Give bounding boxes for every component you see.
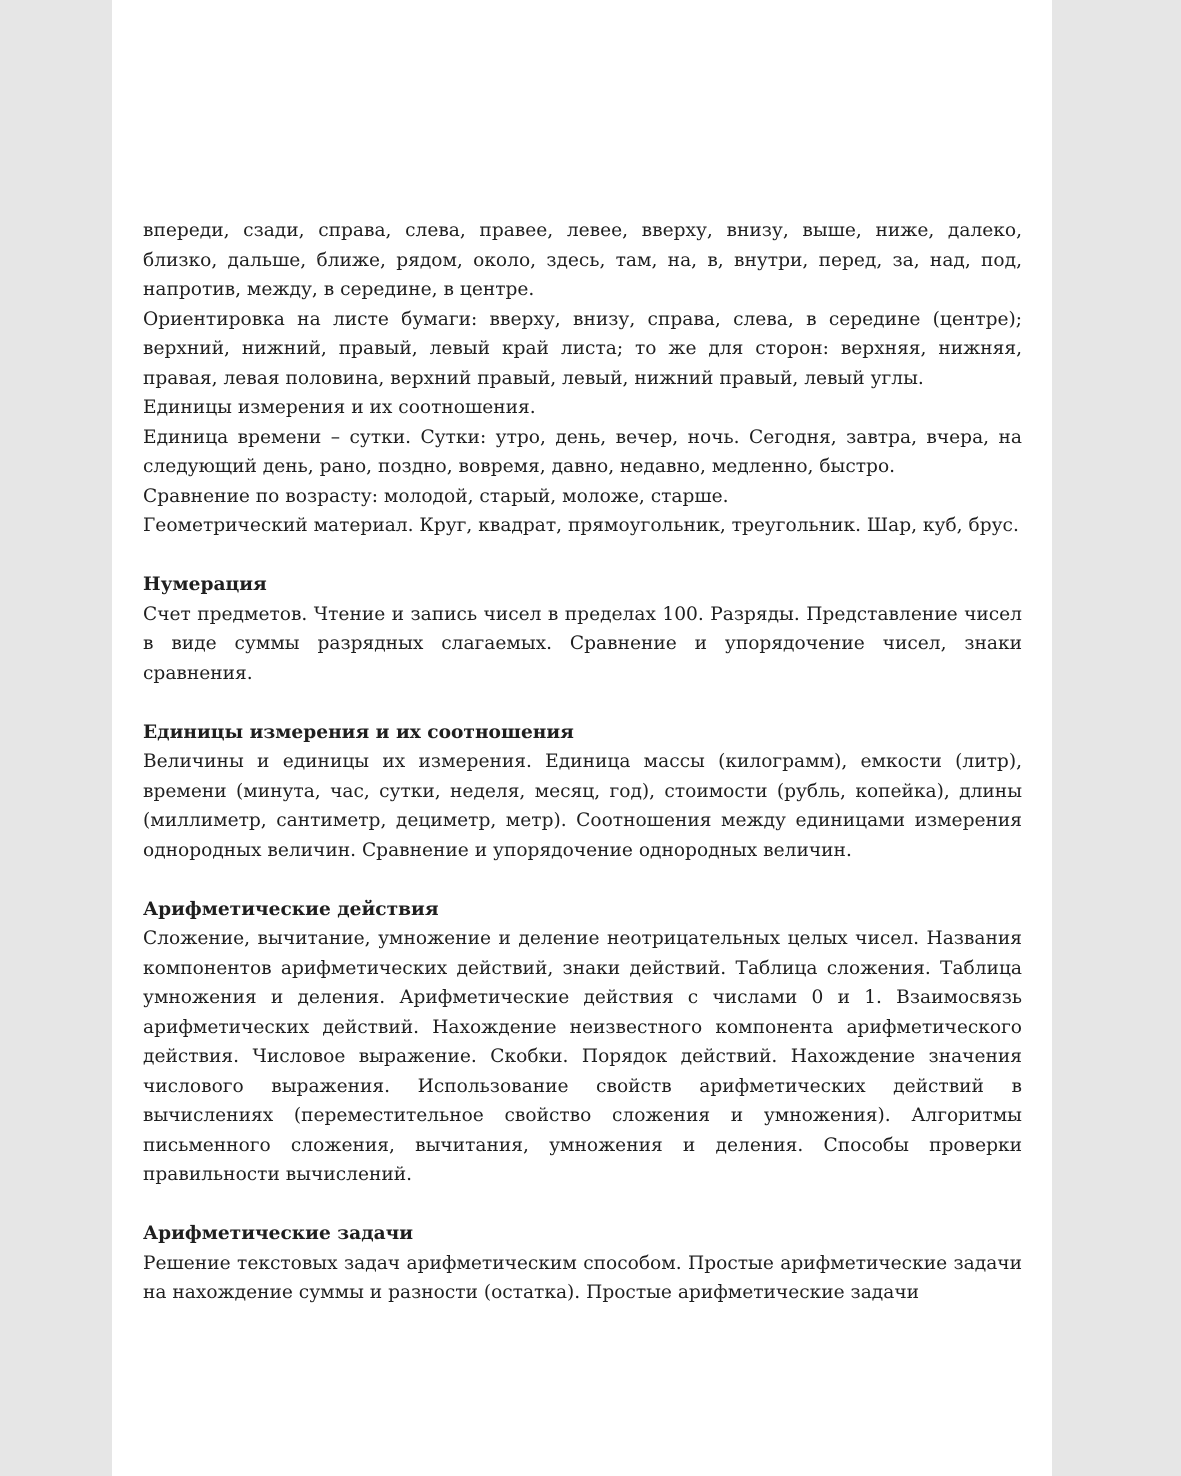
section-arithmetic-problems: [143, 1219, 1022, 1308]
section-heading: Единицы измерения и их соотношения: [143, 721, 574, 743]
intro-paragraph: Геометрический материал. Круг, квадрат, прямоугольник, треугольник. Шар, куб, брус.: [143, 515, 1019, 536]
intro-paragraph: Ориентировка на листе бумаги: вверху, внизу, справа, слева, в середине (центре); верхний, нижний, правый, левый край листа; то же для сторон: верхняя, нижняя, правая, левая половина, верхний правый, левый, нижний правый, левый углы.: [143, 308, 1022, 389]
section-paragraph: Сложение, вычитание, умножение и деление неотрицательных целых чисел. Названия компонентов арифметических действий, знаки действий. Таблица сложения. Таблица умножения и деления. Арифметические действия с числами 0 и 1. Взаимосвязь арифметических действий. Нахождение неизвестного компонента арифметического действия. Числовое выражение. Скобки. Порядок действий. Нахождение значения числового выражения. Использование свойств арифметических действий в вычислениях (переместительное свойство сложения и умножения). Алгоритмы письменного сложения, вычитания, умножения и деления. Способы проверки правильности вычислений.: [143, 928, 1022, 1185]
intro-paragraph: Сравнение по возрасту: молодой, старый, моложе, старше.: [143, 485, 729, 507]
section-arithmetic-operations: [143, 895, 1022, 1190]
section-numeration: [143, 570, 1022, 688]
section-heading: Нумерация: [143, 574, 267, 595]
section-paragraph: Величины и единицы их измерения. Единица массы (килограмм), емкости (литр), времени (минута, час, сутки, неделя, месяц, год), стоимости (рубль, копейка), длины (миллиметр, сантиметр, дециметр, метр). Соотношения между единицами измерения однородных величин. Сравнение и упорядочение однородных величин.: [143, 751, 1022, 861]
section-heading: Арифметические задачи: [143, 1223, 414, 1244]
section-paragraph: Счет предметов. Чтение и запись чисел в пределах 100. Разряды. Представление чисел в виде суммы разрядных слагаемых. Сравнение и упорядочение чисел, знаки сравнения.: [143, 603, 1022, 684]
intro-paragraph: впереди, сзади, справа, слева, правее, левее, вверху, внизу, выше, ниже, далеко, близко, дальше, ближе, рядом, около, здесь, там, на, в, внутри, перед, за, над, под, напротив, между, в середине, в центре.: [143, 220, 1022, 300]
intro-paragraph: Единицы измерения и их соотношения.: [143, 397, 536, 418]
section-units: [143, 718, 1022, 866]
page-content: [143, 216, 1022, 1308]
document-page: [112, 0, 1052, 1476]
section-paragraph: Решение текстовых задач арифметическим способом. Простые арифметические задачи на нахождение суммы и разности (остатка). Простые арифметические задачи: [143, 1252, 1022, 1303]
intro-paragraph: Единица времени – сутки. Сутки: утро, день, вечер, ночь. Сегодня, завтра, вчера, на следующий день, рано, поздно, вовремя, давно, недавно, медленно, быстро.: [143, 426, 1022, 477]
section-heading: Арифметические действия: [143, 898, 439, 920]
